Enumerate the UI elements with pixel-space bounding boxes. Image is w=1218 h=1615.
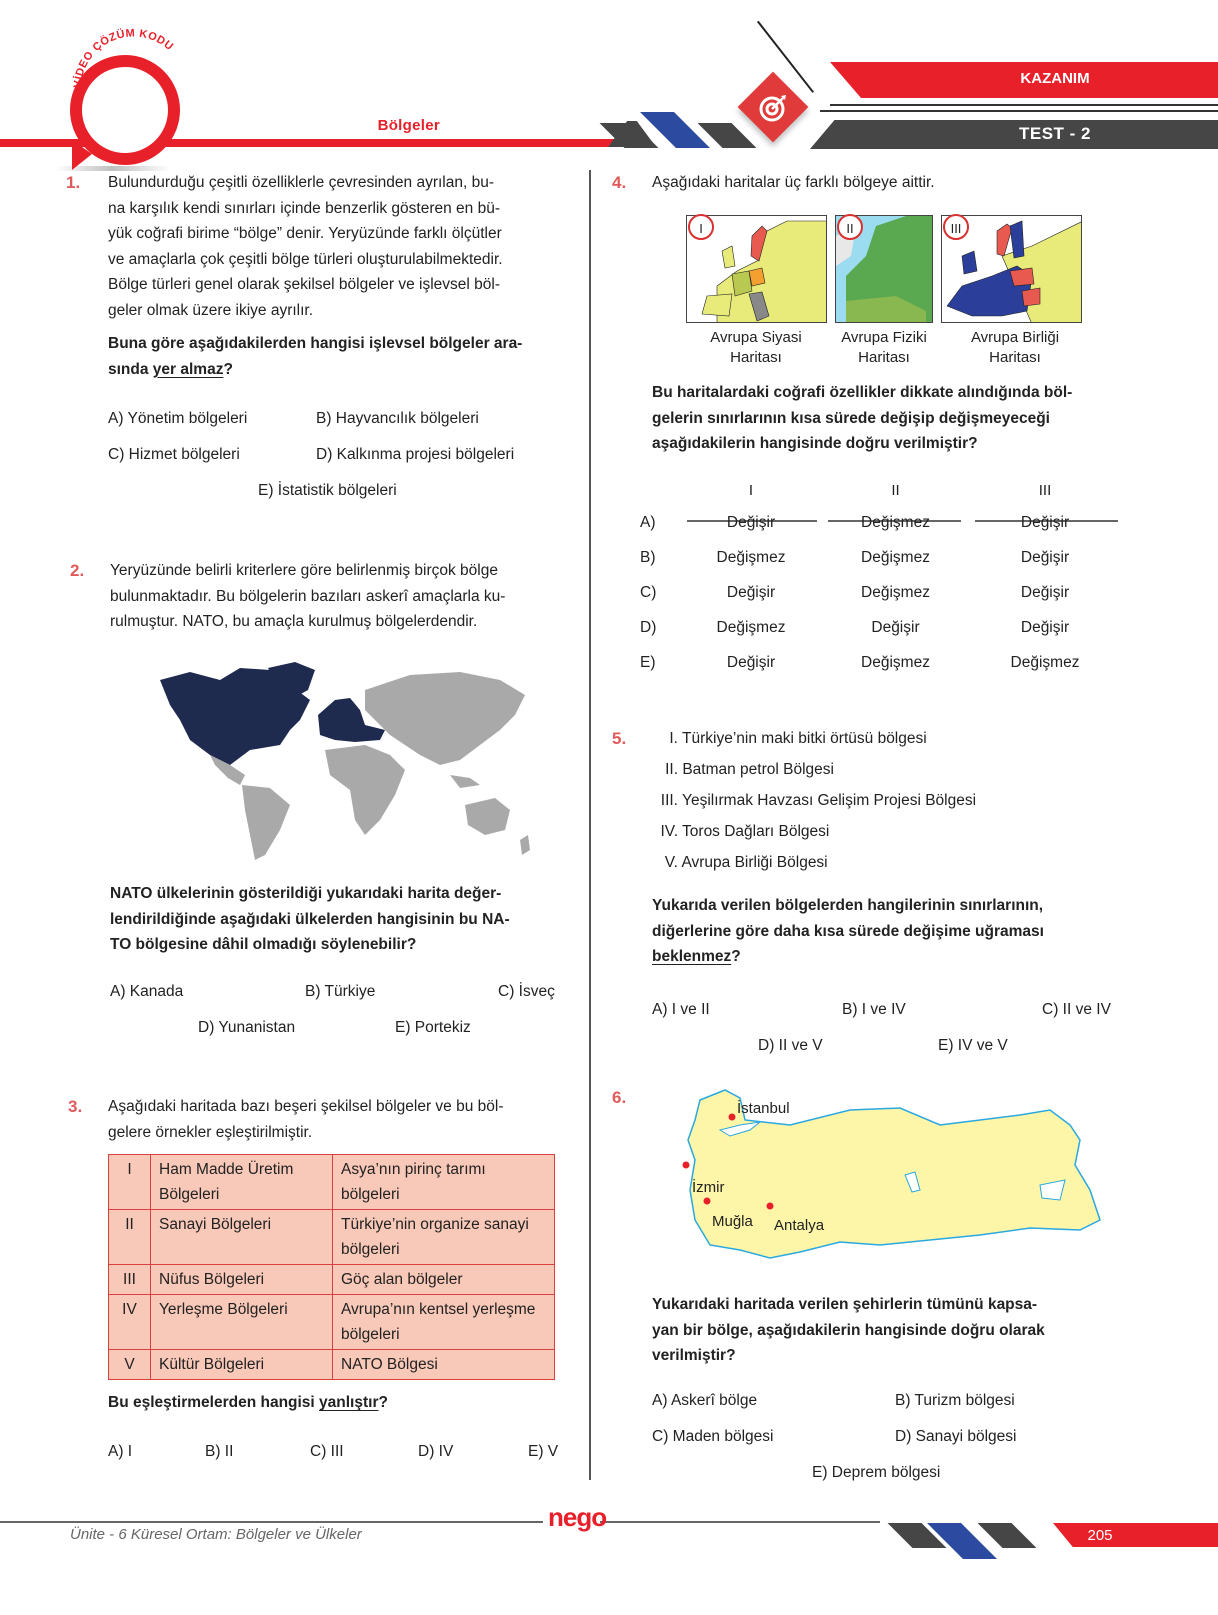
table-row — [109, 1350, 555, 1380]
question-1-number: 1. — [66, 173, 81, 192]
city-label-izmir: İzmir — [692, 1179, 725, 1196]
item-text: Toros Dağları Bölgesi — [682, 823, 830, 840]
city-label-istanbul: İstanbul — [737, 1100, 790, 1117]
stem-text: sında — [108, 360, 153, 378]
passage-line: Yeryüzünde belirli kriterlere göre belirlenmiş birçok bölge — [110, 562, 498, 579]
stem-line: lendirildiğinde aşağıdaki ülkelerden hangisinin bu NA- — [110, 910, 510, 928]
list-item — [652, 819, 1112, 850]
stem-line: yan bir bölge, aşağıdakilerin hangisinde doğru olarak — [652, 1321, 1045, 1339]
list-item — [652, 726, 1112, 757]
map-asia — [365, 672, 525, 765]
stem-end: ? — [378, 1394, 388, 1411]
list-item — [652, 850, 1112, 881]
stem-line: Yukarıdaki haritada verilen şehirlerin tümünü kapsa- — [652, 1296, 1038, 1313]
test-label: TEST - 2 — [1018, 124, 1091, 143]
q4-option-cell: Değişmez — [861, 654, 930, 671]
table-row — [109, 1155, 555, 1210]
q4-option-cell: Değişir — [871, 619, 920, 636]
region-type: Yerleşme Bölgeleri — [151, 1295, 333, 1350]
q6-option-a[interactable]: A) Askerî bölge — [652, 1392, 758, 1409]
q4-option-cell: Değişir — [1020, 549, 1070, 566]
question-5-stem — [652, 893, 1122, 970]
list-item — [652, 757, 1112, 788]
caption-line: Haritası — [730, 349, 782, 366]
passage-line: gelere örnekler eşleştirilmiştir. — [108, 1123, 313, 1141]
passage-line: Aşağıdaki haritada bazı beşeri şekilsel bölgeler ve bu böl- — [108, 1098, 504, 1115]
q1-option-e[interactable]: E) İstatistik bölgeleri — [258, 482, 397, 499]
region-matching-table — [108, 1154, 555, 1380]
q6-option-d[interactable]: D) Sanayi bölgesi — [895, 1428, 1017, 1445]
region-type: Sanayi Bölgeleri — [151, 1210, 333, 1265]
passage-line: geler olmak üzere ikiye ayrılır. — [108, 301, 314, 319]
city-label-mugla: Muğla — [712, 1213, 753, 1230]
row-number: III — [109, 1265, 151, 1295]
region-example: NATO Bölgesi — [333, 1350, 555, 1380]
column-header-iii: III — [1038, 482, 1052, 499]
stem-line: Yukarıda verilen bölgelerden hangilerinin sınırlarının, — [652, 897, 1044, 914]
map-label-ii: II — [837, 214, 863, 240]
caption-line: Avrupa Fiziki — [841, 329, 927, 346]
map-new-zealand — [520, 835, 530, 855]
q6-option-c[interactable]: C) Maden bölgesi — [652, 1428, 774, 1445]
question-1-passage — [108, 170, 568, 323]
q1-option-d[interactable]: D) Kalkınma projesi bölgeleri — [316, 446, 515, 463]
item-roman: V. — [664, 854, 678, 871]
city-label-antalya: Antalya — [774, 1217, 825, 1234]
q4-option-label[interactable]: B) — [640, 549, 656, 566]
q3-option-c[interactable]: C) III — [310, 1443, 344, 1460]
item-roman: IV. — [660, 823, 678, 840]
q5-option-c[interactable]: C) II ve IV — [1042, 1001, 1111, 1018]
badge-label: VİDEO ÇÖZÜM KODU — [71, 27, 176, 89]
q2-option-c[interactable]: C) İsveç — [498, 983, 555, 1000]
region-type: Kültür Bölgeleri — [151, 1350, 333, 1380]
nato-world-map — [150, 660, 540, 865]
page-number: 205 — [1087, 1527, 1113, 1544]
svg-text:VİDEO ÇÖZÜM KODU — [72, 27, 176, 88]
map-caption-iii — [940, 328, 1090, 368]
kazanim-label: KAZANIM — [1020, 70, 1090, 87]
stem-line — [108, 357, 578, 383]
q4-option-cell: Değişir — [1020, 514, 1070, 531]
stem-line: TO bölgesine dâhil olmadığı söylenebilir? — [110, 936, 417, 953]
q5-option-e[interactable]: E) IV ve V — [938, 1037, 1008, 1054]
stem-end: ? — [731, 948, 741, 965]
passage-line: bulunmaktadır. Bu bölgelerin bazıları askerî amaçlarla ku- — [110, 587, 506, 605]
stem-line: Bu haritalardaki coğrafi özellikler dikkate alındığında böl- — [652, 384, 1073, 401]
item-roman: I. — [669, 730, 678, 747]
q2-option-e[interactable]: E) Portekiz — [395, 1019, 471, 1036]
column-header-i: I — [748, 482, 754, 499]
map-label-iii: III — [943, 214, 969, 240]
region-type: Nüfus Bölgeleri — [151, 1265, 333, 1295]
city-marker-antalya — [767, 1203, 774, 1210]
target-icon — [750, 84, 796, 130]
q3-option-a[interactable]: A) I — [108, 1443, 133, 1460]
question-4-stem — [652, 380, 1112, 457]
column-divider — [589, 170, 591, 1480]
q4-option-cell: Değişir — [726, 584, 776, 601]
item-text: Türkiye’nin maki bitki örtüsü bölgesi — [682, 730, 927, 747]
q4-option-cell: Değişmez — [861, 514, 930, 531]
region-example: Avrupa’nın kentsel yerleşme bölgeleri — [333, 1295, 555, 1350]
q5-option-a[interactable]: A) I ve II — [652, 1001, 710, 1018]
q5-option-d[interactable]: D) II ve V — [758, 1037, 823, 1054]
item-roman: II. — [665, 761, 678, 778]
city-marker-istanbul — [729, 1114, 736, 1121]
passage-line: Bölge türleri genel olarak şekilsel bölgeler ve işlevsel böl- — [108, 276, 501, 293]
q3-option-b[interactable]: B) II — [205, 1443, 234, 1460]
caption-line: Haritası — [989, 349, 1041, 366]
footer-unit-title: Ünite - 6 Küresel Ortam: Bölgeler ve Ülkeler — [70, 1526, 362, 1543]
map-caption-i — [680, 328, 832, 368]
q4-option-cell: Değişmez — [861, 549, 930, 566]
q4-option-label[interactable]: E) — [640, 654, 656, 671]
item-text: Yeşilırmak Havzası Gelişim Projesi Bölgesi — [682, 792, 977, 809]
header-rule-2 — [820, 110, 1218, 112]
q4-option-cell: Değişmez — [861, 584, 930, 601]
q4-option-label[interactable]: D) — [640, 619, 657, 636]
question-1-stem — [108, 331, 578, 382]
question-3-number: 3. — [68, 1097, 83, 1116]
stem-emphasis: yer almaz — [152, 360, 224, 378]
region-example: Türkiye’nin organize sanayi bölgeleri — [333, 1210, 555, 1265]
q4-option-cell: Değişir — [726, 654, 776, 671]
caption-line: Avrupa Siyasi — [710, 329, 802, 346]
q4-option-label[interactable]: A) — [640, 514, 656, 531]
map-indonesia — [450, 775, 480, 788]
q4-option-cell: Değişmez — [716, 549, 786, 566]
passage-line: yük coğrafi birime “bölge” denir. Yeryüzünde farklı ölçütler — [108, 225, 502, 242]
q3-option-e[interactable]: E) V — [528, 1443, 559, 1460]
q1-option-c[interactable]: C) Hizmet bölgeleri — [108, 446, 240, 463]
map-australia — [465, 798, 510, 835]
passage-line: Bulundurduğu çeşitli özelliklerle çevresinden ayrılan, bu- — [108, 174, 494, 191]
stem-line: diğerlerine göre daha kısa sürede değişime uğraması — [652, 922, 1044, 940]
stem-line: Buna göre aşağıdakilerden hangisi işlevsel bölgeler ara- — [108, 335, 523, 352]
q6-option-e[interactable]: E) Deprem bölgesi — [812, 1464, 941, 1481]
q2-option-b[interactable]: B) Türkiye — [305, 983, 376, 1000]
region-type: Ham Madde Üretim Bölgeleri — [151, 1155, 333, 1210]
row-number: II — [109, 1210, 151, 1265]
stem-line: verilmiştir? — [652, 1347, 736, 1364]
question-4-intro: Aşağıdaki haritalar üç farklı bölgeye aittir. — [652, 174, 935, 191]
footer-stripe-dark-2 — [978, 1523, 1037, 1548]
city-marker-izmir — [683, 1162, 690, 1169]
header-rule — [830, 104, 1218, 106]
column-header-ii: II — [891, 482, 900, 499]
stem-line: aşağıdakilerin hangisinde doğru verilmiştir? — [652, 435, 978, 452]
q4-option-cell: Değişmez — [716, 619, 786, 636]
row-number: I — [109, 1155, 151, 1210]
passage-line: na karşılık kendi sınırları içinde benzerlik gösteren en bü- — [108, 199, 501, 217]
question-6-stem — [652, 1292, 1122, 1369]
question-2-passage — [110, 558, 570, 635]
q1-option-b[interactable]: B) Hayvancılık bölgeleri — [316, 410, 479, 427]
stem-line — [652, 944, 1122, 970]
caption-line: Avrupa Birliği — [970, 329, 1060, 346]
stem-line: NATO ülkelerinin gösterildiği yukarıdaki harita değer- — [110, 885, 502, 902]
table-row — [109, 1295, 555, 1350]
question-2-number: 2. — [70, 561, 85, 580]
region-example: Asya’nın pirinç tarımı bölgeleri — [333, 1155, 555, 1210]
map-africa — [325, 745, 405, 835]
q4-option-cell: Değişir — [726, 514, 776, 531]
map-south-america — [242, 785, 290, 860]
table-row — [109, 1265, 555, 1295]
q4-option-cell: Değişmez — [1010, 654, 1080, 671]
question-3-passage — [108, 1094, 578, 1145]
region-example: Göç alan bölgeler — [333, 1265, 555, 1295]
row-number: V — [109, 1350, 151, 1380]
q5-option-b[interactable]: B) I ve IV — [842, 1001, 906, 1018]
q4-option-label[interactable]: C) — [640, 584, 657, 601]
q6-option-b[interactable]: B) Turizm bölgesi — [895, 1392, 1015, 1409]
q3-option-d[interactable]: D) IV — [418, 1443, 454, 1460]
question-4-number: 4. — [612, 173, 627, 192]
section-title: Bölgeler — [377, 117, 440, 134]
row-number: IV — [109, 1295, 151, 1350]
stem-line: gelerin sınırlarının kısa sürede değişip değişmeyeceği — [652, 409, 1050, 427]
table-row — [109, 1210, 555, 1265]
question-2-stem — [110, 881, 580, 958]
question-5-number: 5. — [612, 729, 627, 748]
list-item — [652, 788, 1112, 819]
passage-line: rulmuştur. NATO, bu amaçla kurulmuş bölgelerdendir. — [110, 613, 478, 630]
footer-rule-left — [0, 1521, 543, 1523]
stem-end: ? — [223, 360, 233, 378]
item-roman: III. — [660, 792, 678, 809]
question-6-number: 6. — [612, 1088, 627, 1107]
q2-option-a[interactable]: A) Kanada — [110, 983, 184, 1000]
map-label-i: I — [688, 214, 714, 240]
publisher-logo: nego — [548, 1502, 607, 1532]
stem-emphasis: yanlıştır — [319, 1394, 379, 1411]
passage-line: ve amaçlarla çok çeşitli bölge türleri oluşturulabilmektedir. — [108, 250, 503, 268]
city-marker-mugla — [704, 1198, 711, 1205]
footer-rule-right — [600, 1521, 880, 1523]
caption-line: Haritası — [858, 349, 910, 366]
question-3-stem — [108, 1390, 388, 1416]
q1-option-a[interactable]: A) Yönetim bölgeleri — [108, 410, 248, 427]
question-5-list — [652, 726, 1112, 881]
stem-text: Bu eşleştirmelerden hangisi — [108, 1394, 320, 1411]
map-caption-ii — [820, 328, 948, 368]
q2-option-d[interactable]: D) Yunanistan — [198, 1019, 296, 1036]
item-text: Batman petrol Bölgesi — [682, 761, 834, 778]
q4-option-cell: Değişir — [1020, 619, 1070, 636]
q4-option-cell: Değişir — [1020, 584, 1070, 601]
video-solution-badge-text — [66, 20, 196, 90]
stem-emphasis: beklenmez — [652, 948, 732, 965]
item-text: Avrupa Birliği Bölgesi — [681, 854, 828, 871]
